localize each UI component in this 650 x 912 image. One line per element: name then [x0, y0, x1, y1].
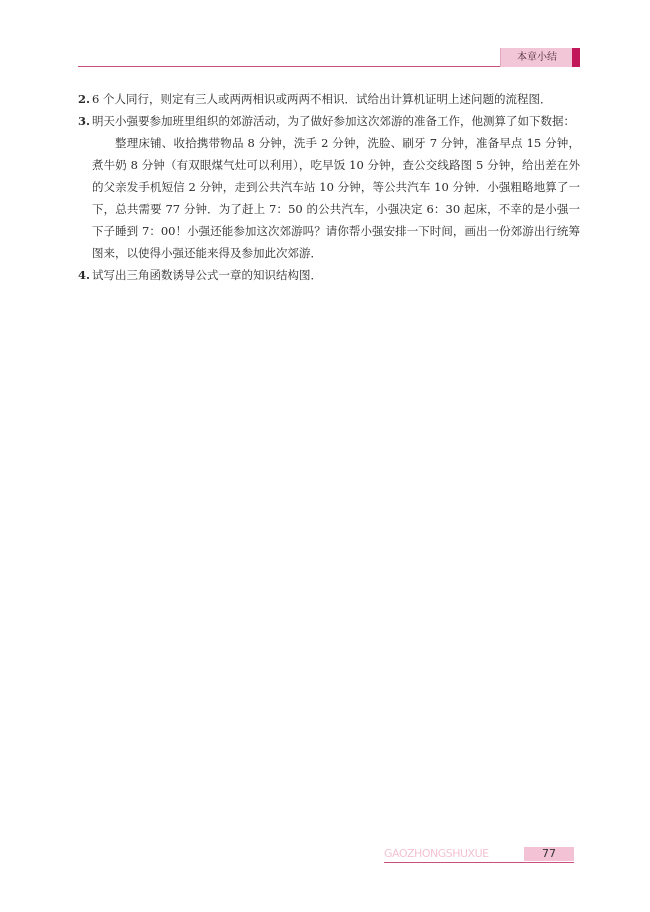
exercise-number: 3. — [78, 114, 91, 128]
exercise-4 — [78, 264, 580, 286]
exercise-number: 4. — [78, 268, 91, 282]
header-accent-bar — [572, 48, 580, 67]
exercise-3 — [78, 110, 580, 264]
exercise-2 — [78, 88, 580, 110]
footer-series-text: GAOZHONGSHUXUE — [384, 847, 489, 860]
section-label: 本章小结 — [517, 52, 557, 63]
exercise-text: 试写出三角函数诱导公式一章的知识结构图． — [92, 268, 322, 282]
exercise-number: 2. — [78, 92, 91, 106]
footer-rule — [384, 862, 574, 863]
exercise-text: 明天小强要参加班里组织的郊游活动，为了做好参加这次郊游的准备工作，他测算了如下数据： — [92, 114, 575, 128]
exercise-text: 6 个人同行，则定有三人或两两相识或两两不相识．试给出计算机证明上述问题的流程图． — [92, 92, 552, 106]
exercise-list — [78, 88, 580, 286]
section-tab — [500, 48, 573, 67]
page-number: 77 — [542, 847, 556, 860]
exercise-detail: 整理床铺、收拾携带物品 8 分钟，洗手 2 分钟，洗脸、刷牙 7 分钟，准备早点 15 分钟，煮牛奶 8 分钟（有双眼煤气灶可以利用），吃早饭 10 分钟，查公交线路图 5 分钟，给出差在外的父亲发手机短信 2 分钟，走到公共汽车站 10 分钟，等公共汽车 10 分钟．小强粗略地算了一下，总共需要 77 分钟．为了赶上 7：50 的公共汽车，小强决定 6：30 起床，不幸的是小强一下子睡到 7：00！小强还能参加这次郊游吗？请你帮小强安排一下时间，画出一份郊游出行统筹图来，以使得小强还能来得及参加此次郊游． — [92, 136, 580, 260]
